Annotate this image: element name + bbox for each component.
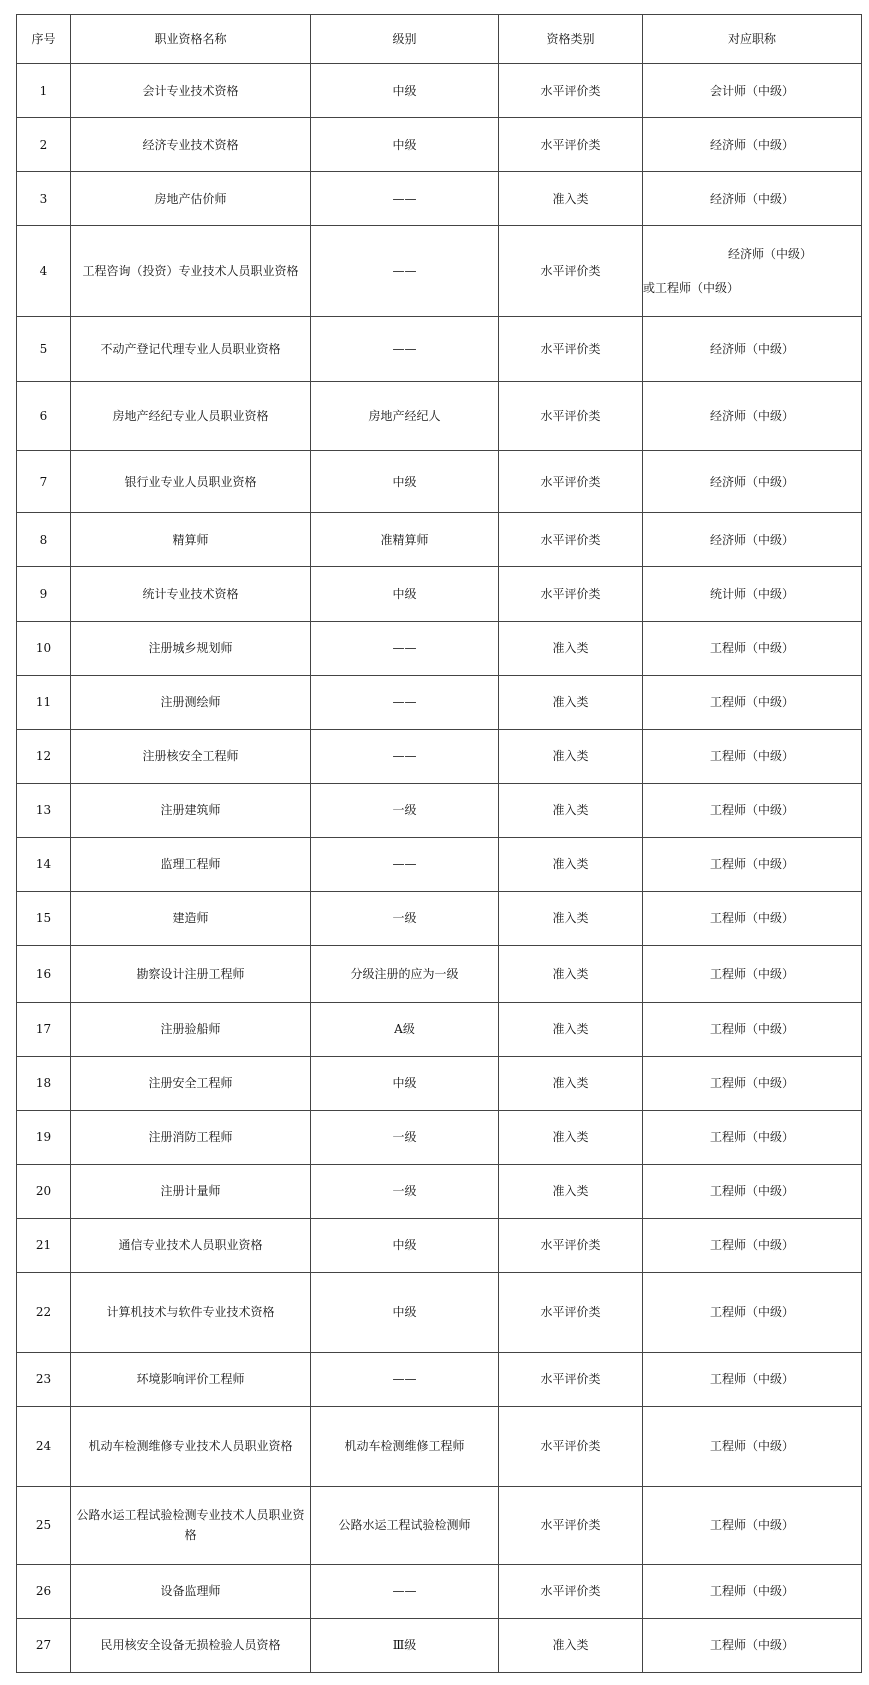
row-title: 工程师（中级） bbox=[643, 1002, 862, 1056]
table-row bbox=[17, 621, 862, 675]
row-level: Ⅲ级 bbox=[311, 1618, 499, 1672]
row-category: 水平评价类 bbox=[499, 1486, 643, 1564]
table-row bbox=[17, 1564, 862, 1618]
row-level: 中级 bbox=[311, 1218, 499, 1272]
row-name bbox=[71, 567, 311, 621]
row-no: 8 bbox=[17, 513, 71, 567]
table-row bbox=[17, 1486, 862, 1564]
row-no: 26 bbox=[17, 1564, 71, 1618]
table-row bbox=[17, 226, 862, 317]
row-no: 14 bbox=[17, 837, 71, 891]
row-level: —— bbox=[311, 675, 499, 729]
table-body bbox=[17, 64, 862, 1673]
row-name-text: 房地产估价师 bbox=[154, 191, 227, 206]
row-title: 工程师（中级） bbox=[643, 1164, 862, 1218]
table-row bbox=[17, 381, 862, 450]
row-title: 经济师（中级） bbox=[643, 450, 862, 513]
row-level: 中级 bbox=[311, 1056, 499, 1110]
row-no: 4 bbox=[17, 226, 71, 317]
row-no: 22 bbox=[17, 1272, 71, 1352]
row-name bbox=[71, 450, 311, 513]
row-level: —— bbox=[311, 226, 499, 317]
row-category: 水平评价类 bbox=[499, 226, 643, 317]
row-title: 工程师（中级） bbox=[643, 837, 862, 891]
table-row bbox=[17, 172, 862, 226]
header-level: 级别 bbox=[311, 15, 499, 64]
row-name bbox=[71, 513, 311, 567]
row-level: 分级注册的应为一级 bbox=[311, 945, 499, 1002]
table-row bbox=[17, 783, 862, 837]
row-level: 房地产经纪人 bbox=[311, 381, 499, 450]
row-title: 经济师（中级） bbox=[643, 172, 862, 226]
row-category: 水平评价类 bbox=[499, 1406, 643, 1486]
table-row bbox=[17, 729, 862, 783]
row-name-text: 会计专业技术资格 bbox=[142, 83, 239, 98]
row-title: 工程师（中级） bbox=[643, 1486, 862, 1564]
row-name-text: 工程咨询（投资）专业技术人员职业资格 bbox=[82, 263, 299, 278]
row-name bbox=[71, 118, 311, 172]
row-name-text: 房地产经纪专业人员职业资格 bbox=[112, 408, 269, 423]
row-name bbox=[71, 172, 311, 226]
table-row bbox=[17, 316, 862, 381]
row-no: 13 bbox=[17, 783, 71, 837]
row-category: 水平评价类 bbox=[499, 316, 643, 381]
row-no: 10 bbox=[17, 621, 71, 675]
table-row bbox=[17, 450, 862, 513]
row-category: 准入类 bbox=[499, 1002, 643, 1056]
table-row bbox=[17, 1406, 862, 1486]
table-row bbox=[17, 118, 862, 172]
row-no: 6 bbox=[17, 381, 71, 450]
row-title: 经济师（中级） bbox=[643, 316, 862, 381]
row-no: 25 bbox=[17, 1486, 71, 1564]
row-title: 工程师（中级） bbox=[643, 621, 862, 675]
row-category: 水平评价类 bbox=[499, 1272, 643, 1352]
row-level: 一级 bbox=[311, 1110, 499, 1164]
row-category: 准入类 bbox=[499, 837, 643, 891]
row-name bbox=[71, 1618, 311, 1672]
row-no: 2 bbox=[17, 118, 71, 172]
row-name bbox=[71, 1164, 311, 1218]
row-name-text: 注册验船师 bbox=[160, 1022, 221, 1037]
row-name-text: 经济专业技术资格 bbox=[142, 137, 239, 152]
row-category: 准入类 bbox=[499, 1164, 643, 1218]
row-name-text: 注册测绘师 bbox=[160, 695, 221, 710]
table-row bbox=[17, 1056, 862, 1110]
row-title: 工程师（中级） bbox=[643, 1218, 862, 1272]
header-row bbox=[17, 15, 862, 64]
row-category: 准入类 bbox=[499, 945, 643, 1002]
row-title: 经济师（中级） bbox=[643, 118, 862, 172]
row-level: —— bbox=[311, 316, 499, 381]
row-level: —— bbox=[311, 621, 499, 675]
row-title: 经济师（中级） bbox=[643, 381, 862, 450]
row-no: 3 bbox=[17, 172, 71, 226]
row-title: 工程师（中级） bbox=[643, 1272, 862, 1352]
header-category: 资格类别 bbox=[499, 15, 643, 64]
row-category: 水平评价类 bbox=[499, 118, 643, 172]
row-no: 21 bbox=[17, 1218, 71, 1272]
row-title: 工程师（中级） bbox=[643, 1110, 862, 1164]
qualification-table bbox=[16, 14, 862, 1673]
row-level: 公路水运工程试验检测师 bbox=[311, 1486, 499, 1564]
row-category: 准入类 bbox=[499, 675, 643, 729]
table-row bbox=[17, 675, 862, 729]
header-title: 对应职称 bbox=[643, 15, 862, 64]
table-row bbox=[17, 567, 862, 621]
row-name-text: 设备监理师 bbox=[160, 1584, 221, 1599]
row-level: 一级 bbox=[311, 783, 499, 837]
row-name bbox=[71, 381, 311, 450]
row-title-text-line2: 或工程师（中级） bbox=[643, 280, 740, 295]
row-no: 5 bbox=[17, 316, 71, 381]
row-category: 水平评价类 bbox=[499, 381, 643, 450]
row-no: 9 bbox=[17, 567, 71, 621]
row-name bbox=[71, 1002, 311, 1056]
row-title: 经济师（中级） bbox=[643, 513, 862, 567]
row-name bbox=[71, 1110, 311, 1164]
row-title bbox=[643, 226, 862, 317]
row-level: 准精算师 bbox=[311, 513, 499, 567]
row-name bbox=[71, 945, 311, 1002]
row-level: —— bbox=[311, 1564, 499, 1618]
row-no: 23 bbox=[17, 1352, 71, 1406]
row-name bbox=[71, 891, 311, 945]
row-title: 工程师（中级） bbox=[643, 891, 862, 945]
table-row bbox=[17, 837, 862, 891]
row-level: —— bbox=[311, 172, 499, 226]
row-no: 7 bbox=[17, 450, 71, 513]
row-name-text: 环境影响评价工程师 bbox=[136, 1372, 245, 1387]
row-category: 水平评价类 bbox=[499, 1352, 643, 1406]
row-name-text: 注册建筑师 bbox=[160, 803, 221, 818]
row-title: 工程师（中级） bbox=[643, 1564, 862, 1618]
row-no: 16 bbox=[17, 945, 71, 1002]
row-name bbox=[71, 316, 311, 381]
table-row bbox=[17, 1218, 862, 1272]
row-name-text: 注册消防工程师 bbox=[148, 1130, 233, 1145]
row-title: 工程师（中级） bbox=[643, 1618, 862, 1672]
row-category: 水平评价类 bbox=[499, 1564, 643, 1618]
row-name-text: 注册计量师 bbox=[160, 1184, 221, 1199]
row-no: 17 bbox=[17, 1002, 71, 1056]
row-name-text: 银行业专业人员职业资格 bbox=[124, 474, 257, 489]
row-level: 中级 bbox=[311, 118, 499, 172]
table-row bbox=[17, 1352, 862, 1406]
row-category: 水平评价类 bbox=[499, 567, 643, 621]
row-category: 水平评价类 bbox=[499, 1218, 643, 1272]
row-name bbox=[71, 675, 311, 729]
table-row bbox=[17, 1618, 862, 1672]
row-no: 19 bbox=[17, 1110, 71, 1164]
row-no: 27 bbox=[17, 1618, 71, 1672]
row-title: 工程师（中级） bbox=[643, 675, 862, 729]
row-category: 准入类 bbox=[499, 1110, 643, 1164]
row-category: 准入类 bbox=[499, 621, 643, 675]
row-category: 水平评价类 bbox=[499, 450, 643, 513]
row-name-text: 注册城乡规划师 bbox=[148, 641, 233, 655]
row-no: 24 bbox=[17, 1406, 71, 1486]
row-level: A级 bbox=[311, 1002, 499, 1056]
row-no: 18 bbox=[17, 1056, 71, 1110]
row-no: 20 bbox=[17, 1164, 71, 1218]
row-category: 准入类 bbox=[499, 891, 643, 945]
row-name-text: 注册安全工程师 bbox=[148, 1076, 233, 1091]
row-category: 准入类 bbox=[499, 172, 643, 226]
row-name bbox=[71, 1564, 311, 1618]
row-title: 工程师（中级） bbox=[643, 945, 862, 1002]
row-level: —— bbox=[311, 1352, 499, 1406]
row-title: 会计师（中级） bbox=[643, 64, 862, 118]
row-no: 1 bbox=[17, 64, 71, 118]
table-row bbox=[17, 1164, 862, 1218]
row-name-text: 监理工程师 bbox=[160, 857, 221, 872]
row-name-text: 不动产登记代理专业人员职业资格 bbox=[100, 341, 281, 356]
row-title-text: 经济师（中级） bbox=[727, 246, 812, 261]
row-name bbox=[71, 1218, 311, 1272]
row-title: 工程师（中级） bbox=[643, 1352, 862, 1406]
table-row bbox=[17, 1110, 862, 1164]
table-row bbox=[17, 64, 862, 118]
row-no: 11 bbox=[17, 675, 71, 729]
row-level: 中级 bbox=[311, 64, 499, 118]
row-category: 准入类 bbox=[499, 729, 643, 783]
table-header bbox=[17, 15, 862, 64]
header-name: 职业资格名称 bbox=[71, 15, 311, 64]
row-category: 准入类 bbox=[499, 1056, 643, 1110]
row-name bbox=[71, 1272, 311, 1352]
row-level: 机动车检测维修工程师 bbox=[311, 1406, 499, 1486]
row-name-text: 机动车检测维修专业技术人员职业资格 bbox=[88, 1439, 293, 1454]
row-name-text: 精算师 bbox=[172, 532, 209, 547]
row-name bbox=[71, 1406, 311, 1486]
row-name bbox=[71, 1352, 311, 1406]
row-level: —— bbox=[311, 729, 499, 783]
row-level: —— bbox=[311, 837, 499, 891]
row-title: 工程师（中级） bbox=[643, 1056, 862, 1110]
row-category: 水平评价类 bbox=[499, 513, 643, 567]
table-row bbox=[17, 513, 862, 567]
row-name-text: 建造师 bbox=[172, 911, 209, 926]
row-name bbox=[71, 1056, 311, 1110]
row-name bbox=[71, 783, 311, 837]
row-category: 准入类 bbox=[499, 1618, 643, 1672]
row-name-text: 通信专业技术人员职业资格 bbox=[118, 1238, 263, 1253]
header-no: 序号 bbox=[17, 15, 71, 64]
row-level: 中级 bbox=[311, 450, 499, 513]
row-name-text-line2: 格 bbox=[184, 1528, 197, 1543]
row-level: 中级 bbox=[311, 567, 499, 621]
row-level: 一级 bbox=[311, 1164, 499, 1218]
row-name-text: 统计专业技术资格 bbox=[142, 586, 239, 601]
row-title: 工程师（中级） bbox=[643, 729, 862, 783]
table-row bbox=[17, 945, 862, 1002]
row-name bbox=[71, 729, 311, 783]
row-name bbox=[71, 64, 311, 118]
row-name-text: 计算机技术与软件专业技术资格 bbox=[106, 1305, 275, 1320]
row-name bbox=[71, 226, 311, 317]
row-name-text: 勘察设计注册工程师 bbox=[136, 966, 245, 981]
table-row bbox=[17, 1272, 862, 1352]
row-name-text: 民用核安全设备无损检验人员资格 bbox=[100, 1638, 281, 1653]
row-name-text: 公路水运工程试验检测专业技术人员职业资 bbox=[76, 1508, 305, 1523]
row-title: 工程师（中级） bbox=[643, 783, 862, 837]
row-no: 15 bbox=[17, 891, 71, 945]
row-category: 准入类 bbox=[499, 783, 643, 837]
row-level: 中级 bbox=[311, 1272, 499, 1352]
row-name-text: 注册核安全工程师 bbox=[142, 749, 239, 764]
row-title: 工程师（中级） bbox=[643, 1406, 862, 1486]
table-row bbox=[17, 891, 862, 945]
row-level: 一级 bbox=[311, 891, 499, 945]
row-no: 12 bbox=[17, 729, 71, 783]
row-category: 水平评价类 bbox=[499, 64, 643, 118]
row-name bbox=[71, 621, 311, 675]
row-title: 统计师（中级） bbox=[643, 567, 862, 621]
row-name bbox=[71, 837, 311, 891]
table-row bbox=[17, 1002, 862, 1056]
row-name bbox=[71, 1486, 311, 1564]
